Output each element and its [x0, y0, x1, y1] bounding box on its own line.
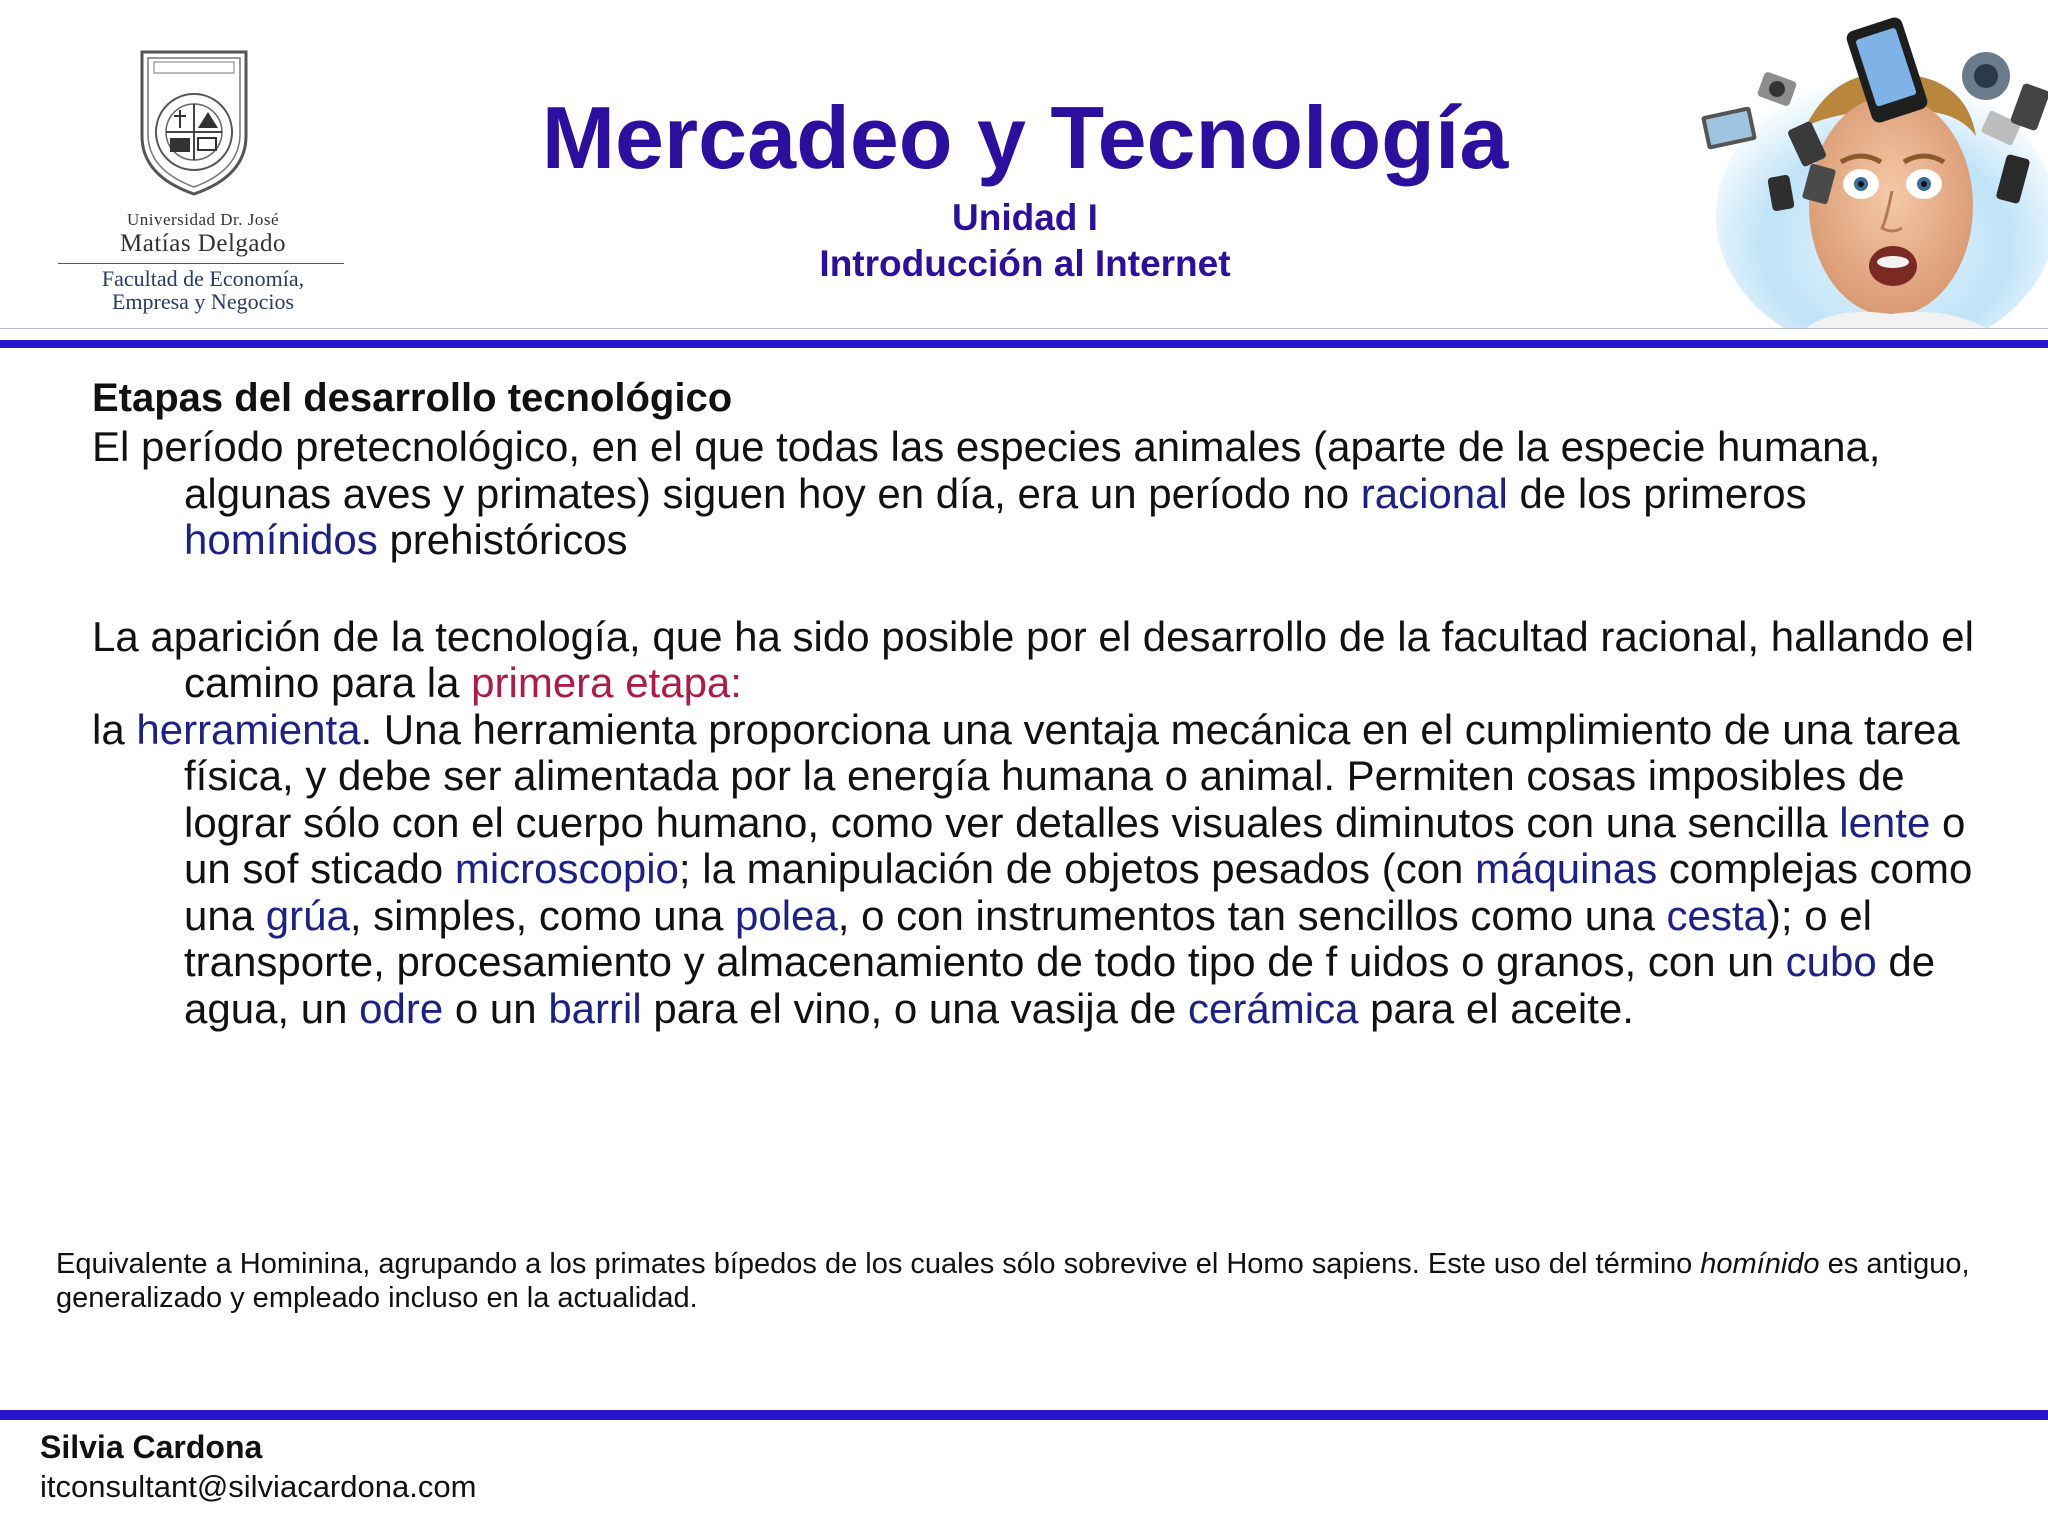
- footer-divider: [0, 1410, 2048, 1420]
- footnote-text: es antiguo, generalizado y empleado incluso en la actualidad.: [56, 1248, 1970, 1314]
- link-racional[interactable]: racional: [1360, 469, 1508, 517]
- link-lente[interactable]: lente: [1839, 798, 1931, 846]
- text-span: prehistóricos: [377, 516, 628, 563]
- logo-divider: [58, 263, 344, 264]
- spacer: [92, 564, 1992, 614]
- topic-subtitle: Introducción al Internet: [819, 243, 1231, 284]
- first-stage-highlight: primera etapa:: [471, 659, 742, 706]
- text-span: de los primeros: [1507, 469, 1807, 517]
- author-email: itconsultant@silviacardona.com: [40, 1469, 477, 1504]
- text-span: El período pretecnológico, en el que todas las especies animales (aparte de la especie humana, algunas aves y primates) siguen hoy en día, era un período no: [92, 423, 1881, 517]
- header-divider-thin: [0, 328, 2048, 329]
- text-span: ); o el transporte, procesamiento y almacenamiento de todo tipo de f uidos o granos, con un: [184, 891, 1872, 985]
- link-grua[interactable]: grúa: [265, 891, 350, 939]
- faculty-name-line2: Empresa y Negocios: [111, 289, 295, 314]
- text-span: para el vino, o una vasija de: [641, 984, 1189, 1032]
- faculty-name-line1: Facultad de Economía,: [101, 266, 305, 291]
- text-span: o un sof sticado: [184, 798, 1966, 892]
- link-maquinas[interactable]: máquinas: [1475, 845, 1658, 892]
- page-title: Mercadeo y Tecnología: [541, 88, 1509, 187]
- footnote: [56, 1247, 2016, 1315]
- paragraph-technology-appearance: [92, 614, 1992, 707]
- surprised-man-with-gadgets-icon: [1686, 16, 2048, 328]
- university-name-line1: Universidad Dr. José: [126, 210, 280, 229]
- link-cubo[interactable]: cubo: [1785, 938, 1877, 985]
- text-span: ; la manipulación de objetos pesados (con: [678, 845, 1476, 892]
- text-span: la: [92, 705, 137, 753]
- link-microscopio[interactable]: microscopio: [454, 845, 679, 892]
- text-span: o un: [443, 984, 549, 1032]
- author-name: Silvia Cardona: [40, 1429, 263, 1465]
- text-span: para el aceite.: [1358, 984, 1634, 1032]
- university-logo: [58, 44, 348, 316]
- text-span: , simples, como una: [349, 891, 735, 939]
- footnote-term: homínido: [1700, 1248, 1820, 1280]
- link-cesta[interactable]: cesta: [1666, 891, 1767, 939]
- paragraph-tool: [92, 707, 1992, 1033]
- link-ceramica[interactable]: cerámica: [1188, 984, 1359, 1032]
- university-shield-icon: [134, 48, 254, 198]
- link-polea[interactable]: polea: [734, 891, 838, 939]
- paragraph-pretechnological: [92, 424, 1992, 564]
- section-heading: Etapas del desarrollo tecnológico: [92, 376, 733, 420]
- university-name-line2: Matías Delgado: [120, 230, 286, 257]
- unit-subtitle: Unidad I: [952, 197, 1098, 238]
- link-odre[interactable]: odre: [359, 984, 444, 1032]
- link-herramienta[interactable]: herramienta: [136, 705, 361, 753]
- link-barril[interactable]: barril: [548, 984, 642, 1032]
- header-divider: [0, 340, 2048, 348]
- slide-content: [92, 364, 1992, 1032]
- text-span: de agua, un: [184, 938, 1936, 1032]
- text-span: . Una herramienta proporciona una ventaja mecánica en el cumplimiento de una tarea física, y debe ser alimentada por la energía humana o animal. Permiten cosas imposibles de lograr sólo con el cuerpo humano, como ver detalles visuales diminutos con una sencilla: [184, 705, 1960, 846]
- text-span: La aparición de la tecnología, que ha sido posible por el desarrollo de la facultad racional, hallando el camino para la: [92, 612, 1974, 706]
- text-span: complejas como una: [184, 845, 1973, 939]
- link-hominidos[interactable]: homínidos: [184, 516, 378, 563]
- text-span: , o con instrumentos tan sencillos como una: [837, 891, 1667, 939]
- footnote-text: Equivalente a Hominina, agrupando a los primates bípedos de los cuales sólo sobrevive el Homo sapiens. Este uso del término: [56, 1248, 1701, 1280]
